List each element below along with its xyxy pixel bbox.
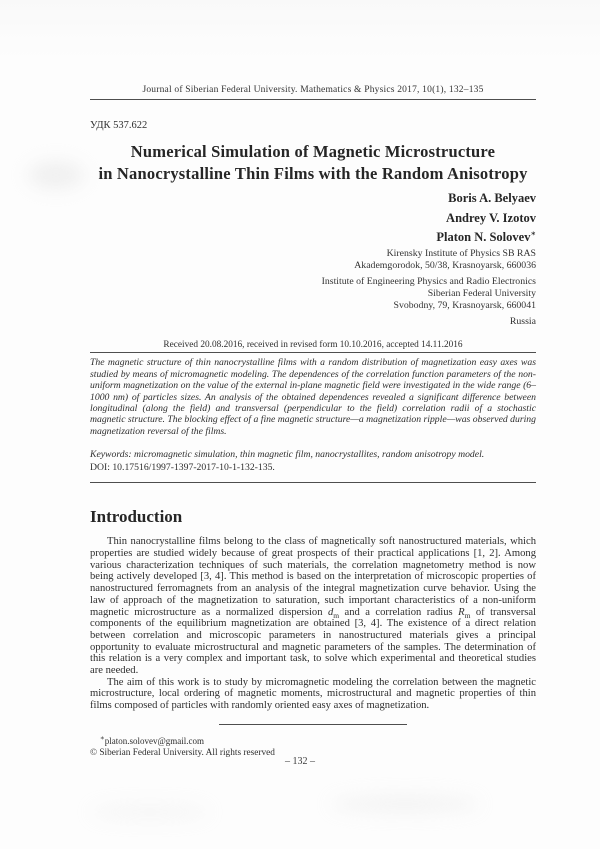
copyright-line: © Siberian Federal University. All rights reserved bbox=[90, 748, 275, 759]
abstract-text: The magnetic structure of thin nanocrystalline films with a random distribution of magnetization easy axes was studied by means of micromagnetic modeling. The dependences of the correlation function parameters of the non-uniform magnetization on the value of the external in-plane magnetic field were investigated in the wide range (6–1000 nm) of particles sizes. An analysis of the obtained dependences revealed a significant difference between longitudinal (along the field) and transversal (perpendicular to the field) correlation radii of a stochastic magnetic structure. The blocking effect of a fine magnetic structure—a magnetization ripple—was observed during magnetization reversal of the films. bbox=[90, 357, 536, 437]
section-heading-introduction: Introduction bbox=[90, 507, 183, 527]
keywords-line: Keywords: micromagnetic simulation, thin magnetic film, nanocrystallites, random anisotropy model. bbox=[90, 449, 485, 461]
running-head-rule bbox=[90, 99, 536, 100]
math-var-rm: R bbox=[458, 606, 465, 618]
abstract-top-rule bbox=[90, 352, 536, 353]
affiliation-line: Svobodny, 79, Krasnoyarsk, 660041 bbox=[393, 300, 536, 312]
affiliation-line: Siberian Federal University bbox=[427, 287, 536, 299]
affiliation-line: Kirensky Institute of Physics SB RAS bbox=[386, 247, 536, 259]
author-name: Andrey V. Izotov bbox=[446, 210, 536, 225]
author-footnote-mark: ∗ bbox=[530, 229, 536, 239]
journal-running-head: Journal of Siberian Federal University. Mathematics & Physics 2017, 10(1), 132–135 bbox=[142, 85, 484, 95]
affiliation-line: Akademgorodok, 50/38, Krasnoyarsk, 660036 bbox=[354, 260, 536, 272]
footnote-rule bbox=[219, 724, 407, 725]
affiliation-institute-1 bbox=[90, 248, 536, 273]
page-number: – 132 – bbox=[285, 756, 315, 767]
footnote-mark: ∗ bbox=[100, 733, 105, 742]
affiliation-country: Russia bbox=[509, 316, 536, 328]
udc-code: УДК 537.622 bbox=[90, 120, 148, 131]
introduction-paragraph-1: Thin nanocrystalline films belong to the class of magnetically soft nanostructured materials, which properties are studied widely because of great prospects of their practical applications [1, 2]. Among various characterization techniques of such materials, the correlation magnetometry method is now being actively developed [3, 4]. This method is based on the interpretation of microscopic properties of nanostructured ferromagnets from an analysis of the integral magnetization curve behavior. Using the law of approach of the magnetization to saturation, such important characteristics of a non-uniform magnetic microstructure as a normalized dispersion $d_m$ and a correlation radius $R_m$ of transversal components of the equilibrium magnetization are obtained [3, 4]. The existence of a direct relation between correlation and microscopic parameters in nanostructured materials gives a principal opportunity to evaluate microstructural and magnetic parameters of the samples. The determination of this relation is a very complex and important task, to solve which experimental and theoretical studies are needed. bbox=[90, 536, 536, 677]
email-text: platon.solovev@gmail.com bbox=[104, 735, 205, 746]
scan-artifact bbox=[28, 162, 84, 188]
author-name: Platon N. Solovev∗ bbox=[436, 229, 536, 245]
math-var-dm: d bbox=[327, 606, 334, 618]
scan-artifact bbox=[90, 805, 210, 819]
scan-artifact bbox=[330, 795, 480, 813]
received-dates-line: Received 20.08.2016, received in revised form 10.10.2016, accepted 14.11.2016 bbox=[163, 340, 463, 351]
author-name: Boris A. Belyaev bbox=[448, 191, 536, 206]
paper-title-line1: Numerical Simulation of Magnetic Microstructure bbox=[130, 142, 496, 161]
doi-line: DOI: 10.17516/1997-1397-2017-10-1-132-135. bbox=[90, 461, 275, 473]
paper-title bbox=[90, 141, 536, 185]
authors-block bbox=[90, 187, 536, 246]
footnote-email bbox=[90, 733, 536, 748]
page-content-column bbox=[90, 0, 536, 759]
paper-title-line2: in Nanocrystalline Thin Films with the Random Anisotropy bbox=[98, 164, 528, 183]
abstract-bottom-rule bbox=[90, 482, 536, 483]
affiliation-line: Institute of Engineering Physics and Radio Electronics bbox=[321, 275, 536, 287]
affiliation-institute-2 bbox=[90, 276, 536, 313]
introduction-paragraph-2: The aim of this work is to study by micromagnetic modeling the correlation between the magnetic microstructure, local ordering of magnetic moments, microstructural and magnetic properties of thin films composed of particles with randomly oriented easy axes of magnetization. bbox=[90, 676, 536, 712]
